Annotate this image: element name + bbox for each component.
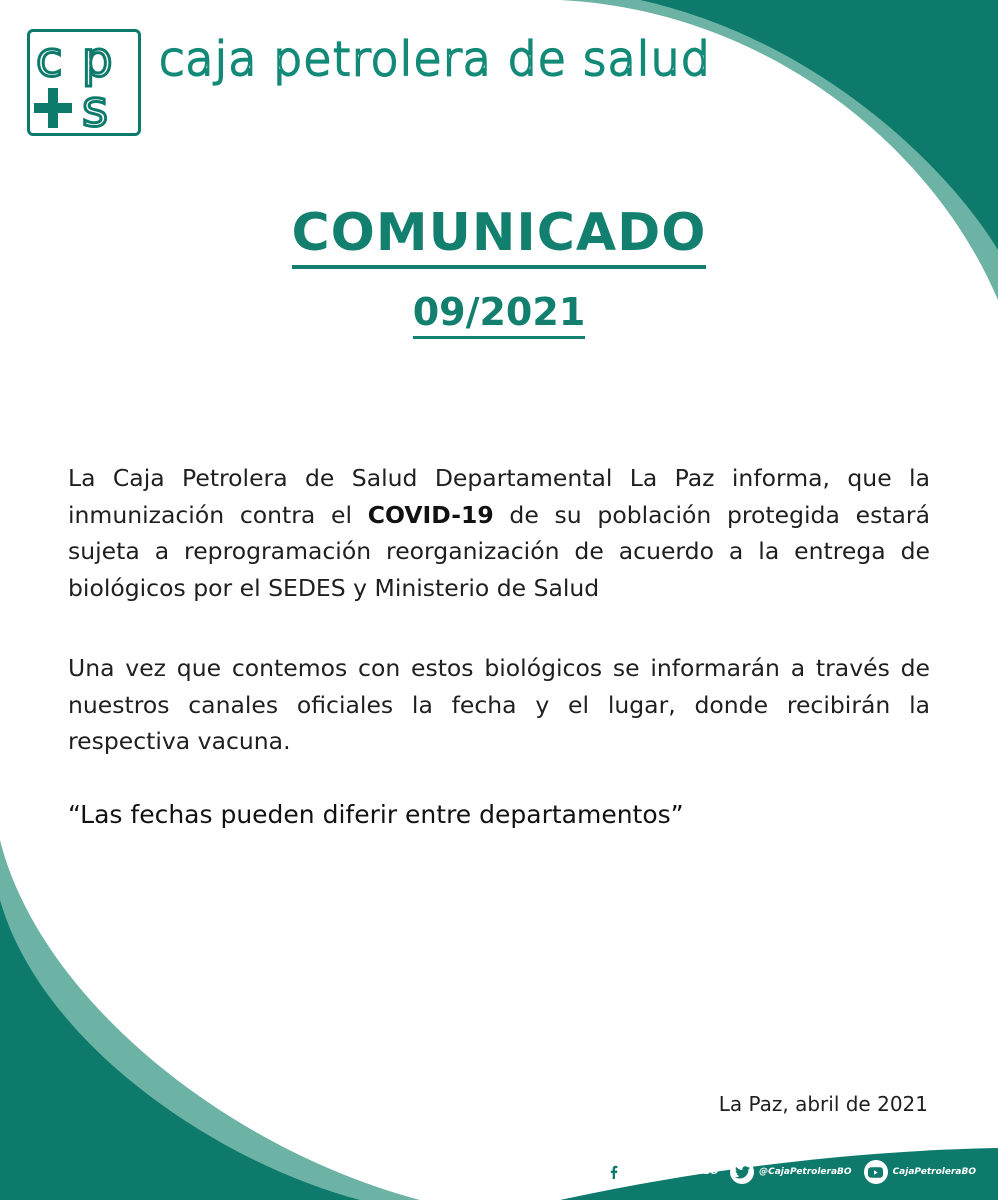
brand-name: caja petrolera de salud [159, 32, 711, 86]
logo-letter-p: p [82, 32, 113, 88]
quote-note: “Las fechas pueden diferir entre departamentos” [68, 800, 684, 829]
logo-letter-s: s [82, 80, 109, 133]
document-title [0, 203, 998, 269]
brand-logo [27, 29, 141, 136]
logo-letter-c: c [36, 32, 63, 88]
social-links [602, 1158, 976, 1186]
covid-highlight: COVID-19 [367, 500, 494, 529]
paragraph-immunization [68, 460, 930, 606]
bottom-left-dark-swoosh [0, 900, 360, 1200]
paragraph-official-channels: Una vez que contemos con estos biológicos se informarán a través de nuestros canales oficiales la fecha y el lugar, donde recibirán la respectiva vacuna. [68, 654, 930, 755]
logo-cross-horizontal [34, 103, 72, 113]
social-facebook[interactable] [602, 1160, 718, 1184]
paragraph1-part1: La Caja Petrolera de Salud Departamental La Paz informa, que la inmunización contra el [68, 464, 930, 529]
document-number [0, 290, 998, 339]
facebook-icon [602, 1160, 626, 1184]
twitter-handle: @CajaPetroleraBO [759, 1167, 852, 1177]
place-date: La Paz, abril de 2021 [718, 1092, 928, 1116]
social-youtube[interactable] [864, 1160, 976, 1184]
youtube-handle: CajaPetroleraBO [892, 1167, 976, 1177]
document-number-text: 09/2021 [413, 290, 586, 339]
twitter-icon [730, 1160, 754, 1184]
youtube-icon [864, 1160, 888, 1184]
social-twitter[interactable] [730, 1160, 851, 1184]
logo-mark [30, 32, 138, 133]
paragraph1-part2: de su población protegida estará sujeta a reprogramación reorganización de acuerdo a la entrega de biológicos por el SEDES y Ministerio de Salud [68, 500, 930, 602]
document-title-text: COMUNICADO [292, 203, 707, 269]
facebook-handle: /CajaPetroleraBO [631, 1167, 719, 1177]
